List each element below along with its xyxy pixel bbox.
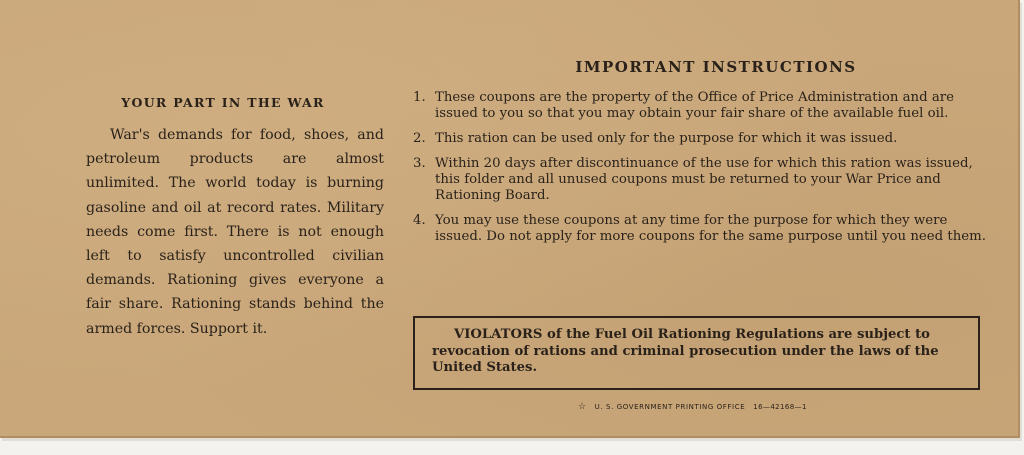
instruction-item	[413, 131, 993, 147]
instruction-number: 1.	[413, 90, 426, 105]
printer-name: U. S. GOVERNMENT PRINTING OFFICE	[594, 403, 746, 411]
instruction-text: Within 20 days after discontinuance of the use for which this ration was issued, this folder and all unused coupons must be returned to your War Price and Rationing Board.	[435, 156, 973, 203]
violators-notice-text: VIOLATORS of the Fuel Oil Rationing Regulations are subject to revocation of rations and criminal prosecution under the laws of the United States.	[432, 327, 939, 375]
your-part-section	[62, 95, 384, 341]
instructions-section	[413, 58, 993, 254]
instruction-item	[413, 213, 993, 245]
instructions-heading: IMPORTANT INSTRUCTIONS	[575, 58, 857, 76]
star-icon: ☆	[578, 402, 587, 412]
instruction-text: These coupons are the property of the Office of Price Administration and are issued to you so that you may obtain your fair share of the available fuel oil.	[435, 90, 955, 121]
instruction-text: This ration can be used only for the purpose for which it was issued.	[435, 131, 898, 146]
instruction-number: 3.	[413, 156, 426, 171]
your-part-text: War's demands for food, shoes, and petroleum products are almost unlimited. The world today is burning gasoline and oil at record rates. Military needs come first. There is not enough left to satisfy uncontrolled civilian demands. Rationing gives everyone a fair share. Rationing stands behind the armed forces. Support it.	[86, 127, 384, 337]
instruction-number: 2.	[413, 131, 426, 146]
your-part-body	[62, 123, 384, 341]
instruction-number: 4.	[413, 213, 426, 228]
instruction-item	[413, 156, 993, 204]
print-code: 16—42168—1	[753, 403, 807, 411]
printing-office-footer	[578, 402, 807, 412]
violators-notice-box	[413, 316, 980, 390]
instructions-list	[413, 90, 993, 245]
instruction-item	[413, 90, 993, 122]
instruction-text: You may use these coupons at any time for the purpose for which they were issued. Do not apply for more coupons for the same purpose until you need them.	[435, 213, 986, 244]
your-part-heading: YOUR PART IN THE WAR	[121, 95, 325, 110]
